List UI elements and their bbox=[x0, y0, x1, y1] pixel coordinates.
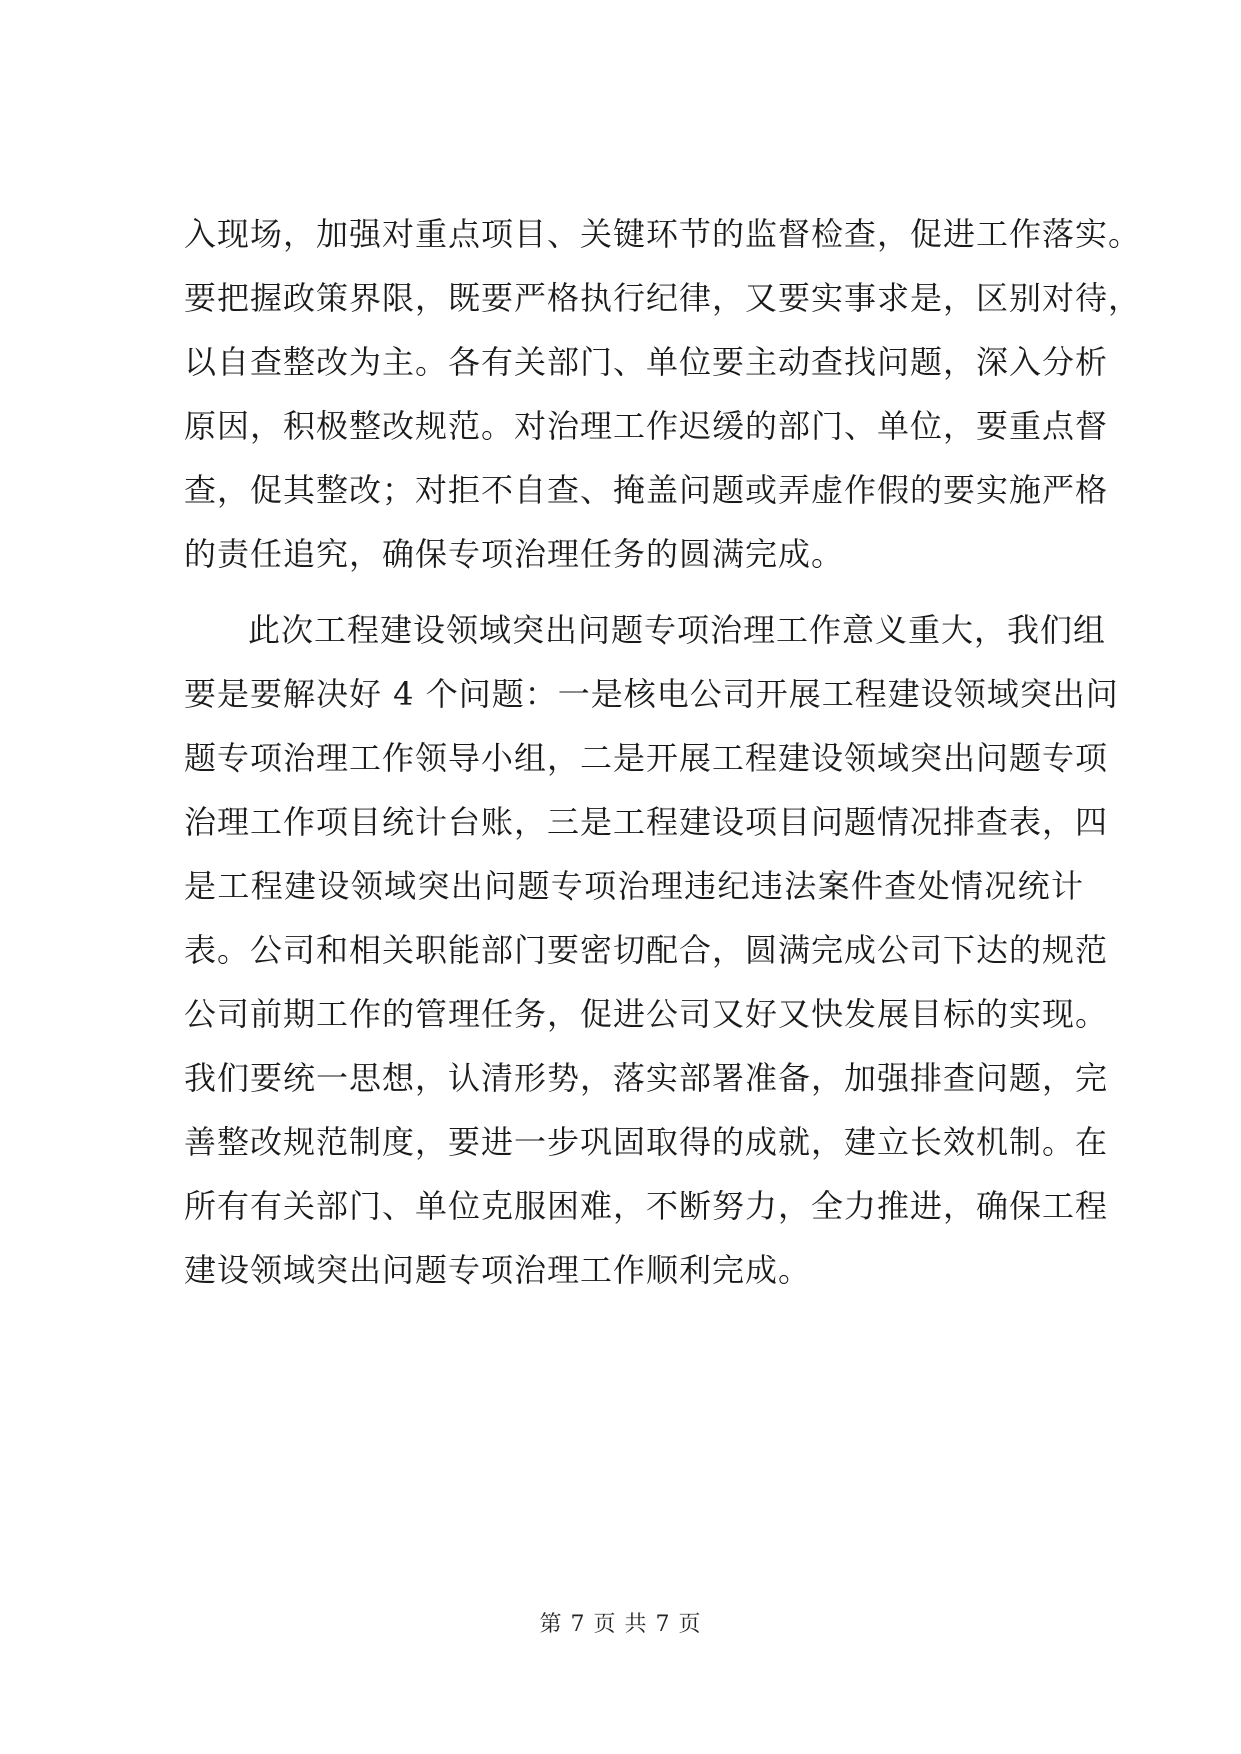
text-line: 我们要统一思想，认清形势，落实部署准备，加强排查问题，完 bbox=[184, 1059, 1109, 1097]
text-line: 原因，积极整改规范。对治理工作迟缓的部门、单位，要重点督 bbox=[184, 407, 1109, 445]
text-line: 善整改规范制度，要进一步巩固取得的成就，建立长效机制。在 bbox=[184, 1123, 1109, 1161]
text-line: 要是要解决好 4 个问题：一是核电公司开展工程建设领域突出问 bbox=[184, 675, 1119, 713]
text-line: 入现场，加强对重点项目、关键环节的监督检查，促进工作落实。 bbox=[184, 215, 1142, 253]
paragraph-1 bbox=[184, 202, 1142, 586]
text-line: 的责任追究，确保专项治理任务的圆满完成。 bbox=[184, 535, 845, 573]
document-body bbox=[184, 202, 1142, 1302]
page-number: 第 7 页 共 7 页 bbox=[539, 1612, 702, 1637]
text-line: 题专项治理工作领导小组，二是开展工程建设领域突出问题专项 bbox=[184, 739, 1109, 777]
text-line: 建设领域突出问题专项治理工作顺利完成。 bbox=[184, 1251, 812, 1289]
text-line: 表。公司和相关职能部门要密切配合，圆满完成公司下达的规范 bbox=[184, 931, 1109, 969]
text-line: 治理工作项目统计台账，三是工程建设项目问题情况排查表，四 bbox=[184, 803, 1109, 841]
text-line: 要把握政策界限，既要严格执行纪律，又要实事求是，区别对待， bbox=[184, 279, 1142, 317]
text-line: 此次工程建设领域突出问题专项治理工作意义重大，我们组 bbox=[248, 611, 1107, 649]
text-line: 公司前期工作的管理任务，促进公司又好又快发展目标的实现。 bbox=[184, 995, 1109, 1033]
text-line: 所有有关部门、单位克服困难，不断努力，全力推进，确保工程 bbox=[184, 1187, 1109, 1225]
text-line: 以自查整改为主。各有关部门、单位要主动查找问题，深入分析 bbox=[184, 343, 1109, 381]
paragraph-2 bbox=[184, 598, 1119, 1302]
text-line: 查，促其整改；对拒不自查、掩盖问题或弄虚作假的要实施严格 bbox=[184, 471, 1109, 509]
text-line: 是工程建设领域突出问题专项治理违纪违法案件查处情况统计 bbox=[184, 867, 1084, 905]
page-footer bbox=[0, 1610, 1241, 1640]
paragraph-gap bbox=[184, 586, 1084, 598]
